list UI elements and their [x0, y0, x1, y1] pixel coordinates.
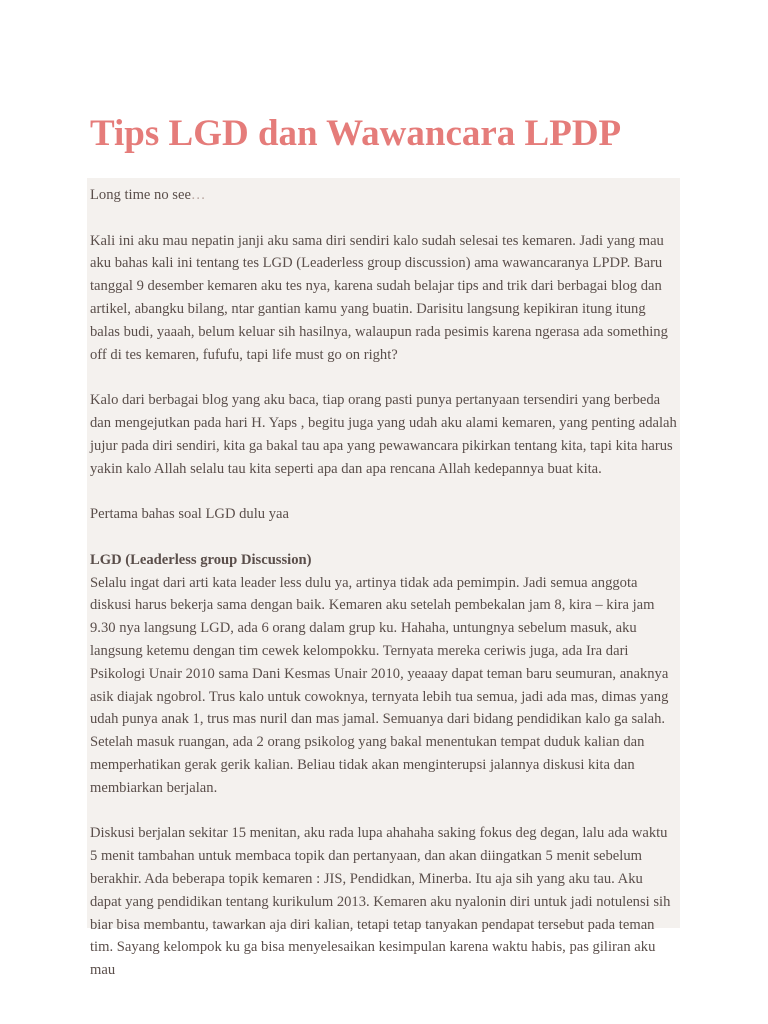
lgd-paragraph: Selalu ingat dari arti kata leader less dulu ya, artinya tidak ada pemimpin. Jadi semua anggota diskusi harus bekerja sama dengan baik. Kemaren aku setelah pembekalan jam 8, kira – kira jam 9.30 nya langsung LGD, ada 6 orang dalam grup ku. Hahaha, untungnya sebelum masuk, aku langsung ketemu dengan tim cewek kelompokku. Ternyata mereka ceriwis juga, ada Ira dari Psikologi Unair 2010 sama Dani Kesmas Unair 2010, yeaaay dapat teman baru seumuran, anaknya asik diajak ngobrol. Trus kalo untuk cowoknya, ternyata lebih tua semua, jadi ada mas, dimas yang udah punya anak 1, trus mas nuril dan mas jamal. Semuanya dari bidang pendidikan kalo ga salah. Setelah masuk ruangan, ada 2 orang psikolog yang bakal menentukan tempat duduk kalian dan memperhatikan gerak gerik kalian. Beliau tidak akan menginterupsi jalannya diskusi kita dan membiarkan berjalan. [90, 574, 669, 796]
lgd-section [90, 549, 677, 800]
post-body [87, 178, 680, 979]
discussion-paragraph: Diskusi berjalan sekitar 15 menitan, aku rada lupa ahahaha saking fokus deg degan, lalu ada waktu 5 menit tambahan untuk membaca topik dan pertanyaan, dan akan diingatkan 5 menit sebelum berakhir. Ada beberapa topik kemaren : JIS, Pendidkan, Minerba. Itu aja sih yang aku tau. Aku dapat yang pendidikan tentang kurikulum 2013. Kemaren aku nyalonin diri untuk jadi notulensi sih biar bisa membantu, tawarkan aja diri kalian, tetapi tetap tanyakan pendapat tersebut pada teman tim. Sayang kelompok ku ga bisa menyelesaikan kesimpulan karena waktu habis, pas giliran aku mau [90, 825, 671, 979]
intro-line [90, 184, 677, 207]
paragraph-2: Kalo dari berbagai blog yang aku baca, tiap orang pasti punya pertanyaan tersendiri yang berbeda dan mengejutkan pada hari H. Yaps , begitu juga yang udah aku alami kemaren, yang penting adalah jujur pada diri sendiri, kita ga bakal tau apa yang pewawancara pikirkan tentang kita, tapi kita harus yakin kalo Allah selalu tau kita seperti apa dan apa rencana Allah kedepannya buat kita. [90, 392, 677, 477]
intro-ellipsis: … [190, 187, 206, 203]
paragraph-3: Pertama bahas soal LGD dulu yaa [90, 506, 289, 523]
paragraph-1: Kali ini aku mau nepatin janji aku sama diri sendiri kalo sudah selesai tes kemaren. Jadi yang mau aku bahas kali ini tentang tes LGD (Leaderless group discussion) ama wawancaranya LPDP. Baru tanggal 9 desember kemaren aku tes nya, karena sudah belajar tips and trik dari berbagai blog dan artikel, abangku bilang, ntar gantian kamu yang buatin. Darisitu langsung kepikiran itung itung balas budi, yaaah, belum keluar sih hasilnya, walaupun rada pesimis karena ngerasa ada something off di tes kemaren, fufufu, tapi life must go on right? [90, 232, 668, 363]
intro-text: Long time no see [90, 187, 191, 203]
lgd-heading: LGD (Leaderless group Discussion) [90, 551, 312, 568]
post-title: Tips LGD dan Wawancara LPDP [90, 113, 622, 154]
